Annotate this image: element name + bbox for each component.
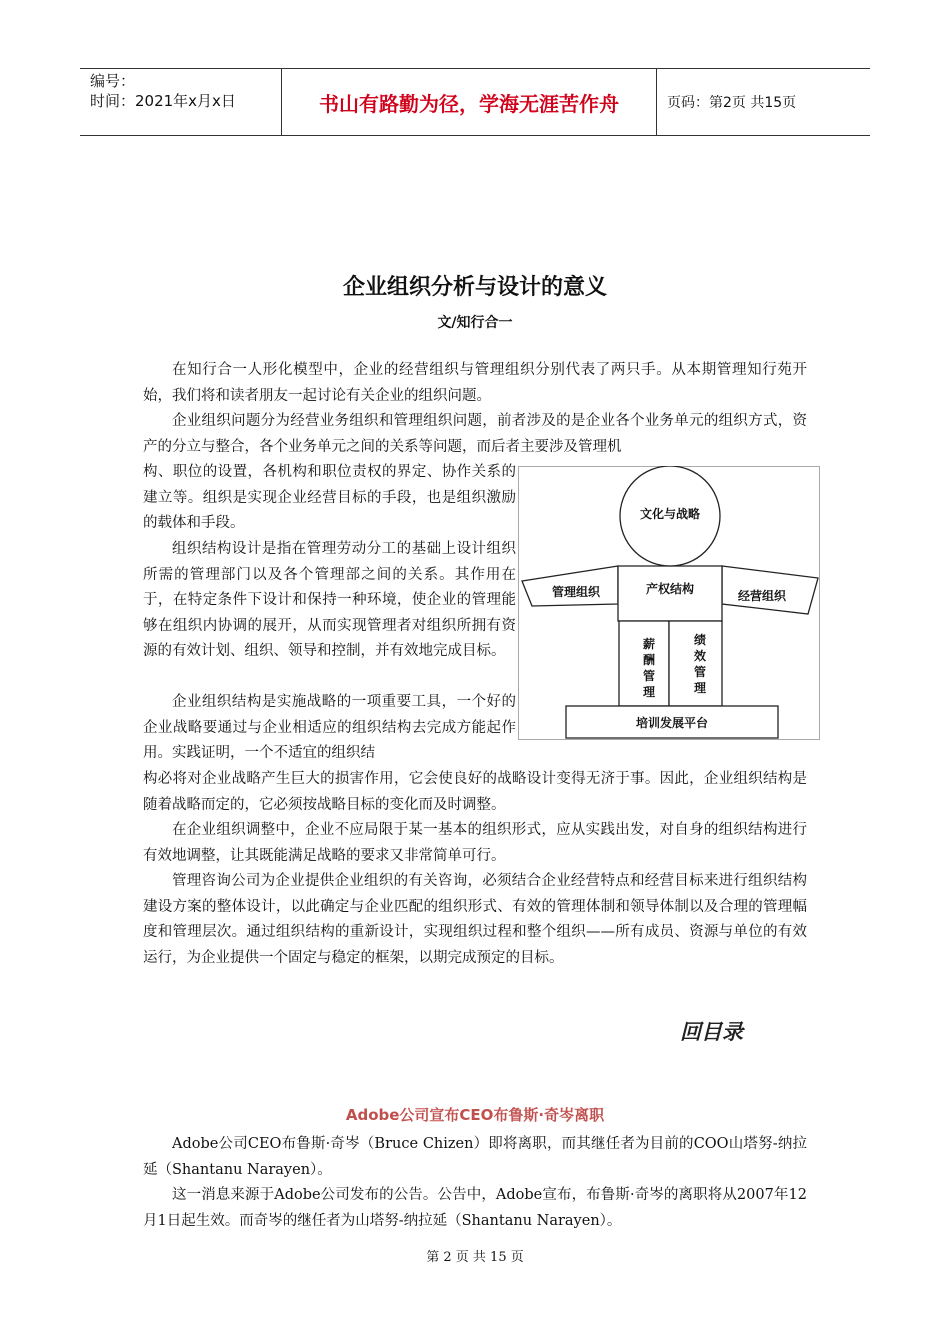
org-model-svg (518, 466, 820, 740)
header-page-info: 页码：第2页 共15页 (667, 95, 797, 111)
number-label: 编号： (90, 72, 136, 90)
article-title: 企业组织分析与设计的意义 (342, 275, 607, 300)
paragraph-1: 在知行合一人形化模型中，企业的经营组织与管理组织分别代表了两只手。从本期管理知行苑开始，我们将和读者朋友一起讨论有关企业的组织问题。 (143, 362, 807, 404)
page-footer: 第 2 页 共 15 页 (426, 1250, 524, 1265)
paragraph-6: 管理咨询公司为企业提供企业组织的有关咨询，必须结合企业经营特点和经营目标来进行组织结构建设方案的整体设计，以此确定与企业匹配的组织形式、有效的管理体制和领导体制以及合理的管理幅度和管理层次。通过组织结构的重新设计，实现组织过程和整个组织——所有成员、资源与单位的有效运行，为企业提供一个固定与稳定的框架，以期完成预定的目标。 (143, 873, 807, 966)
news-paragraph-2: 这一消息来源于Adobe公司发布的公告。公告中，Adobe宣布，布鲁斯·奇岑的离职将从2007年12月1日起生效。而奇岑的继任者为山塔努-纳拉延（Shantanu Narayen）。 (143, 1187, 807, 1229)
org-model-diagram (518, 466, 820, 740)
leg-label-char: 薪 (642, 637, 656, 651)
body-label: 产权结构 (645, 582, 695, 596)
back-to-contents-link[interactable]: 回目录 (680, 1020, 743, 1044)
right-arm-label: 经营组织 (737, 589, 787, 603)
base-label: 培训发展平台 (635, 716, 709, 730)
news-paragraph-1: Adobe公司CEO布鲁斯·奇岑（Bruce Chizen）即将离职，而其继任者为目前的COO山塔努-纳拉延（Shantanu Narayen）。 (143, 1136, 807, 1178)
paragraph-2: 企业组织问题分为经营业务组织和管理组织问题，前者涉及的是企业各个业务单元的组织方式，资产的分立与整合，各个业务单元之间的关系等问题，而后者主要涉及管理机 (143, 413, 807, 455)
paragraph-4-cont: 构必将对企业战略产生巨大的损害作用，它会使良好的战略设计变得无济于事。因此，企业组织结构是随着战略而定的，它必须按战略目标的变化而及时调整。 (143, 771, 807, 813)
leg-label-char: 效 (693, 649, 707, 663)
header-meta (80, 69, 282, 135)
leg-label-char: 管 (642, 669, 656, 683)
paragraph-2-cont: 构、职位的设置，各机构和职位责权的界定、协作关系的建立等。组织是实现企业经营目标的手段，也是组织激励的载体和手段。 (143, 464, 516, 531)
paragraph-3: 组织结构设计是指在管理劳动分工的基础上设计组织所需的管理部门以及各个管理部之间的关系。其作用在于，在特定条件下设计和保持一种环境，使企业的管理能够在组织内协调的展开，从而实现管理者对组织所拥有资源的有效计划、组织、领导和控制，并有效地完成目标。 (143, 541, 516, 659)
header-table (80, 68, 870, 136)
paragraph-4: 企业组织结构是实施战略的一项重要工具，一个好的企业战略要通过与企业相适应的组织结构去完成方能起作用。实践证明，一个不适宜的组织结 (143, 694, 516, 761)
leg-label-char: 管 (693, 665, 707, 679)
news-title: Adobe公司宣布CEO布鲁斯·奇岑离职 (345, 1106, 605, 1124)
head-label: 文化与战略 (639, 507, 701, 521)
left-arm-label: 管理组织 (551, 585, 601, 599)
leg-label-char: 绩 (693, 633, 707, 647)
header-motto: 书山有路勤为径，学海无涯苦作舟 (282, 69, 657, 135)
leg-label-char: 酬 (642, 653, 656, 667)
time-label: 时间：2021年x月x日 (90, 92, 236, 110)
paragraph-5: 在企业组织调整中，企业不应局限于某一基本的组织形式，应从实践出发，对自身的组织结构进行有效地调整，让其既能满足战略的要求又非常简单可行。 (143, 822, 807, 864)
leg-label-char: 理 (642, 685, 656, 699)
article-byline: 文/知行合一 (437, 315, 513, 331)
leg-label-char: 理 (693, 681, 707, 695)
